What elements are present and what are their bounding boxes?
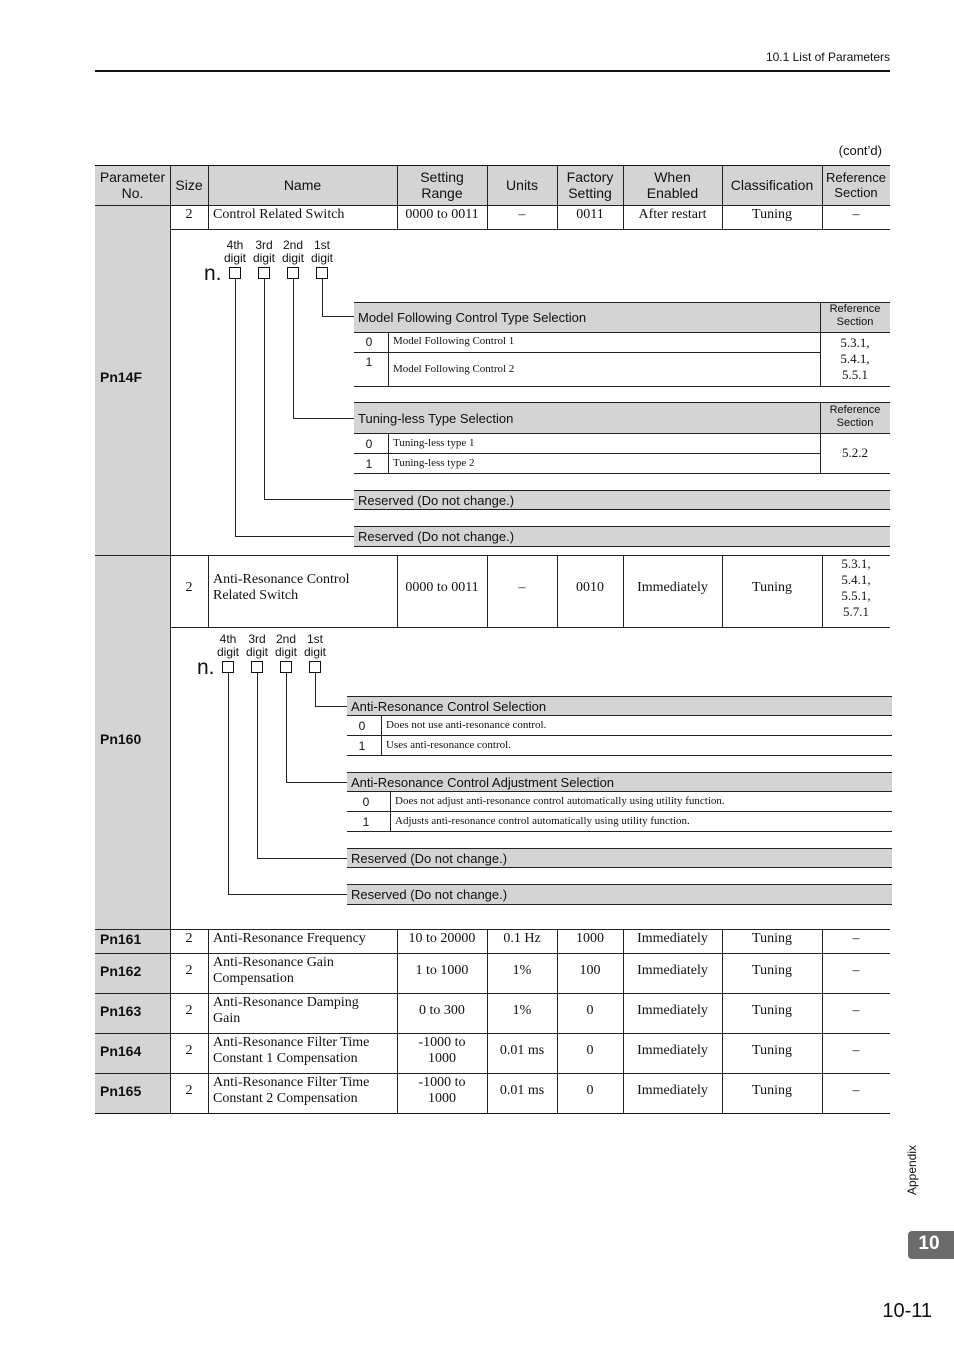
pn165-units: 0.01 ms — [499, 1083, 545, 1098]
col-header-name: Name — [283, 177, 322, 193]
header-rule — [95, 70, 890, 72]
pn160-range: 0000 to 0011 — [405, 580, 479, 595]
pn164-factory: 0 — [586, 1043, 594, 1058]
pn162-when: Immediately — [637, 963, 708, 978]
pn14f-factory: 0011 — [576, 207, 604, 222]
pn14f-ref: – — [852, 207, 860, 222]
pn14f-range: 0000 to 0011 — [405, 207, 479, 222]
pn14f-sel2-opt1-text: Tuning-less type 2 — [393, 457, 475, 469]
pn14f-sel1-opt0-text: Model Following Control 1 — [393, 335, 515, 347]
appendix-side-label: Appendix — [905, 1144, 919, 1196]
pn165-name: Anti-Resonance Filter Time Constant 2 Compensation — [213, 1075, 370, 1106]
pn160-sel1-opt1-text: Uses anti-resonance control. — [386, 739, 511, 751]
pn160-sel2-opt1-text: Adjusts anti-resonance control automatically using utility function. — [395, 815, 690, 827]
pn160-when: Immediately — [637, 580, 708, 595]
pn164-name: Anti-Resonance Filter Time Constant 1 Compensation — [213, 1035, 370, 1066]
contd-label: (cont’d) — [838, 143, 882, 158]
pn162-range: 1 to 1000 — [415, 963, 469, 978]
pn161-name: Anti-Resonance Frequency — [213, 931, 366, 946]
pn164-ref: – — [852, 1043, 860, 1058]
col-header-units: Units — [506, 177, 538, 193]
param-id-pn14f: Pn14F — [100, 369, 143, 385]
pn14f-sel1-opt1-value: 1 — [365, 355, 373, 369]
pn161-size: 2 — [185, 931, 193, 946]
page-header: 10.1 List of Parameters — [765, 50, 890, 64]
pn163-range: 0 to 300 — [419, 1003, 465, 1018]
pn165-size: 2 — [185, 1083, 193, 1098]
pn14f-sel1-ref-label: Reference Section — [829, 303, 881, 328]
pn164-class: Tuning — [752, 1043, 792, 1058]
param-id-pn165: Pn165 — [100, 1083, 142, 1099]
pn163-ref: – — [852, 1003, 860, 1018]
pn14f-name: Control Related Switch — [213, 207, 345, 222]
page-number: 10-11 — [882, 1300, 932, 1322]
pn161-ref: – — [852, 931, 860, 946]
col-header-factory: Factory Setting — [566, 169, 614, 201]
pn164-units: 0.01 ms — [499, 1043, 545, 1058]
pn14f-class: Tuning — [752, 207, 792, 222]
pn165-ref: – — [852, 1083, 860, 1098]
pn165-when: Immediately — [637, 1083, 708, 1098]
pn163-name: Anti-Resonance Damping Gain — [213, 995, 359, 1026]
pn163-units: 1% — [512, 1003, 532, 1018]
pn162-ref: – — [852, 963, 860, 978]
pn14f-sel1-opt0-value: 0 — [365, 335, 373, 349]
pn14f-reserved-3rd: Reserved (Do not change.) — [354, 490, 890, 510]
pn160-sel1-opt0-value: 0 — [358, 719, 366, 733]
pn165-class: Tuning — [752, 1083, 792, 1098]
pn163-factory: 0 — [586, 1003, 594, 1018]
pn160-class: Tuning — [752, 580, 792, 595]
chapter-tab-number: 10 — [918, 1233, 940, 1254]
pn14f-sel2-opt0-text: Tuning-less type 1 — [393, 437, 475, 449]
pn164-when: Immediately — [637, 1043, 708, 1058]
pn162-name: Anti-Resonance Gain Compensation — [213, 955, 334, 986]
pn160-reserved-3rd: Reserved (Do not change.) — [347, 848, 892, 868]
pn160-units: – — [518, 580, 526, 595]
param-id-pn162: Pn162 — [100, 963, 142, 979]
n-prefix: n. — [204, 262, 222, 285]
col-header-param-no: Parameter No. — [99, 169, 166, 201]
pn160-size: 2 — [185, 580, 193, 595]
pn162-class: Tuning — [752, 963, 792, 978]
pn14f-sel2-opt0-value: 0 — [365, 437, 373, 451]
pn14f-sel2-ref-label: Reference Section — [829, 404, 881, 429]
pn160-sel2-opt0-text: Does not adjust anti-resonance control automatically using utility function. — [395, 795, 725, 807]
pn160-sel1-opt1-value: 1 — [358, 739, 366, 753]
pn14f-sel1-opt1-text: Model Following Control 2 — [393, 363, 515, 375]
pn14f-when: After restart — [638, 207, 707, 222]
pn165-range: -1000 to 1000 — [418, 1075, 466, 1106]
pn14f-units: – — [518, 207, 526, 222]
pn164-range: -1000 to 1000 — [418, 1035, 466, 1066]
pn14f-reserved-4th: Reserved (Do not change.) — [354, 526, 890, 547]
pn160-sel2-opt1-value: 1 — [362, 815, 370, 829]
pn160-reserved-4th: Reserved (Do not change.) — [347, 884, 892, 905]
col-header-range: Setting Range — [420, 169, 464, 201]
pn161-range: 10 to 20000 — [408, 931, 476, 946]
pn163-when: Immediately — [637, 1003, 708, 1018]
param-id-pn160: Pn160 — [100, 731, 142, 747]
pn161-factory: 1000 — [576, 931, 604, 946]
n-prefix: n. — [197, 656, 215, 679]
pn160-sel1-title: Anti-Resonance Control Selection — [347, 696, 892, 716]
pn163-class: Tuning — [752, 1003, 792, 1018]
pn162-size: 2 — [185, 963, 193, 978]
col-header-class: Classification — [730, 177, 814, 193]
pn164-size: 2 — [185, 1043, 193, 1058]
pn14f-sel1-title: Model Following Control Type Selection — [354, 302, 820, 333]
pn160-factory: 0010 — [576, 580, 604, 595]
pn163-size: 2 — [185, 1003, 193, 1018]
pn160-ref: 5.3.1, 5.4.1, 5.5.1, 5.7.1 — [841, 556, 871, 619]
col-header-size: Size — [175, 177, 203, 193]
col-header-ref: Reference Section — [826, 170, 886, 200]
pn14f-sel1-ref: 5.3.1, 5.4.1, 5.5.1 — [840, 335, 870, 382]
pn162-units: 1% — [512, 963, 532, 978]
param-id-pn161: Pn161 — [100, 931, 142, 947]
pn160-sel2-opt0-value: 0 — [362, 795, 370, 809]
pn160-sel1-opt0-text: Does not use anti-resonance control. — [386, 719, 547, 731]
pn14f-sel2-opt1-value: 1 — [365, 457, 373, 471]
pn160-sel2-title: Anti-Resonance Control Adjustment Selection — [347, 772, 892, 792]
pn160-name: Anti-Resonance Control Related Switch — [213, 572, 350, 603]
col-header-when: When Enabled — [646, 169, 699, 201]
pn14f-sel2-ref: 5.2.2 — [842, 445, 868, 460]
param-id-pn164: Pn164 — [100, 1043, 142, 1059]
param-id-pn163: Pn163 — [100, 1003, 142, 1019]
pn14f-size: 2 — [185, 207, 193, 222]
pn165-factory: 0 — [586, 1083, 594, 1098]
pn161-when: Immediately — [637, 931, 708, 946]
pn161-units: 0.1 Hz — [503, 931, 541, 946]
pn161-class: Tuning — [752, 931, 792, 946]
pn14f-sel2-title: Tuning-less Type Selection — [354, 402, 820, 434]
pn162-factory: 100 — [579, 963, 601, 978]
